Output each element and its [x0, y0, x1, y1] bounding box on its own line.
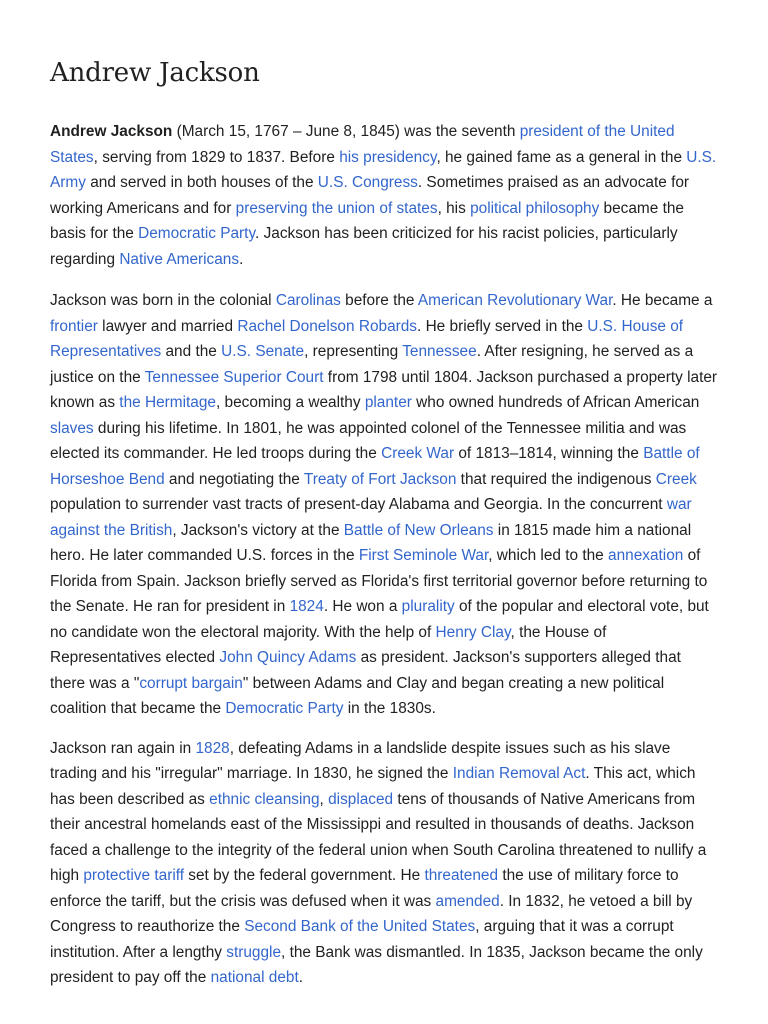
article-link[interactable]: 1824 [289, 598, 324, 615]
article-link[interactable]: Indian Removal Act [452, 765, 586, 782]
article-link[interactable]: U.S. House of Representatives [50, 317, 684, 360]
article-text: Jackson was born in the colonial [50, 292, 276, 309]
article-text: . He briefly served in the [417, 317, 588, 335]
article-text: before the [340, 292, 418, 309]
article-link[interactable]: John Quincy Adams [219, 649, 357, 666]
article-text: became the basis for the [50, 199, 684, 242]
article-text: . After resigning, he served as a justice on the [50, 343, 694, 386]
article-link[interactable]: planter [364, 394, 412, 411]
article-link[interactable]: struggle [226, 943, 282, 961]
article-link[interactable]: the Hermitage [119, 394, 216, 411]
article-text: , serving from 1829 to 1837. Before [93, 148, 340, 166]
article-text: . He won a [323, 598, 402, 615]
article-text: (March 15, 1767 – June 8, 1845) was the seventh [172, 123, 520, 140]
article-text: that required the indigenous [456, 470, 656, 488]
article-link[interactable]: frontier [50, 317, 98, 335]
article-link[interactable]: protective tariff [83, 867, 185, 884]
article-link[interactable]: plurality [401, 598, 455, 615]
article-text: , the Bank was dismantled. In 1835, Jackson became the only president to pay off the [50, 943, 703, 986]
article-link[interactable]: president of the United States [50, 123, 675, 166]
article-link[interactable]: displaced [328, 790, 394, 808]
article-link[interactable]: Carolinas [275, 292, 341, 309]
article-text: , defeating Adams in a landslide despite issues such as his slave trading and his "irregular" marriage. In 1830, he signed the [50, 739, 671, 782]
article-text: , his [437, 199, 471, 217]
article-text: of 1813–1814, winning the [454, 445, 644, 462]
article-link[interactable]: Democratic Party [225, 700, 344, 717]
article-link[interactable]: slaves [50, 419, 94, 437]
article-link[interactable]: his presidency [339, 148, 437, 166]
article-link[interactable]: U.S. Congress [317, 174, 418, 191]
article-text: from 1798 until 1804. Jackson purchased a property later known as [50, 368, 718, 411]
article-paragraph-3 [50, 736, 720, 991]
article-link[interactable]: Native Americans [119, 250, 240, 268]
article-text: during his lifetime. In 1801, he was appointed colonel of the Tennessee militia and was elected its commander. He led troops during the [50, 419, 687, 462]
article-link[interactable]: Treaty of Fort Jackson [303, 470, 457, 488]
article-link[interactable]: political philosophy [470, 199, 600, 217]
article-link[interactable]: war against the British [50, 496, 692, 539]
article-text: , arguing that it was a corrupt institution. After a lengthy [50, 918, 674, 961]
article-text: . This act, which has been described as [50, 765, 696, 808]
page-title: Andrew Jackson [50, 58, 260, 88]
article-link[interactable]: American Revolutionary War [417, 292, 613, 309]
article-link[interactable]: U.S. Army [50, 148, 717, 191]
article-link[interactable]: Creek War [381, 445, 455, 462]
article-link[interactable]: threatened [424, 867, 499, 884]
article-text: lawyer and married [97, 317, 238, 335]
article-link[interactable]: Second Bank of the United States [244, 918, 476, 935]
article-link[interactable]: amended [435, 892, 500, 910]
article-text: , the House of Representatives elected [50, 623, 607, 666]
article-text: set by the federal government. He [184, 867, 425, 884]
article-link[interactable]: Battle of Horseshoe Bend [50, 445, 700, 488]
article-link[interactable]: Tennessee [402, 343, 477, 360]
article-text: in 1815 made him a national hero. He later commanded U.S. forces in the [50, 521, 692, 564]
article-text: the use of military force to enforce the tariff, but the crisis was defused when it was [50, 867, 679, 910]
article-text: , which led to the [488, 547, 609, 564]
article-text: of Florida from Spain. Jackson briefly served as Florida's first territorial governor before returning to the Senate. He ran for president in [50, 547, 708, 615]
article-text: and served in both houses of the [85, 174, 318, 191]
article-link[interactable]: annexation [608, 547, 684, 564]
article-text: . Sometimes praised as an advocate for working Americans and for [50, 174, 690, 217]
article-text: , representing [304, 343, 403, 360]
article-text: as president. Jackson's supporters alleged that there was a " [50, 649, 681, 692]
article-text: , [319, 790, 329, 808]
article-text: . He became a [612, 292, 713, 309]
article-text: tens of thousands of Native Americans from their ancestral homelands east of the Mississippi and resulted in thousands of deaths. Jackson faced a challenge to the integrity of the federal union when South Carolina threatened to nullify a high [50, 790, 707, 884]
article-text: . Jackson has been criticized for his racist policies, particularly regarding [50, 225, 678, 268]
article-text: who owned hundreds of African American [411, 394, 700, 411]
article-paragraph-2 [50, 288, 720, 722]
article-link[interactable]: First Seminole War [358, 547, 489, 564]
article-subject-bold: Andrew Jackson [50, 123, 173, 140]
article-text: " between Adams and Clay and began creating a new political coalition that became the [50, 674, 665, 717]
article-link[interactable]: corrupt bargain [139, 674, 243, 692]
article-text: . [239, 250, 244, 268]
article-link[interactable]: Henry Clay [435, 623, 511, 641]
article [50, 0, 720, 991]
article-text: , becoming a wealthy [215, 394, 365, 411]
article-link[interactable]: preserving the union of states [235, 199, 438, 217]
article-link[interactable]: Tennessee Superior Court [144, 368, 324, 386]
article-text: , he gained fame as a general in the [436, 148, 687, 166]
article-text: . [298, 969, 304, 986]
article-link[interactable]: U.S. Senate [221, 343, 305, 360]
article-link[interactable]: ethnic cleansing [209, 790, 320, 808]
article-text: and negotiating the [164, 470, 304, 488]
article-link[interactable]: national debt [210, 969, 299, 986]
article-link[interactable]: 1828 [195, 739, 230, 757]
article-link[interactable]: Democratic Party [138, 225, 256, 242]
article-link[interactable]: Creek [655, 470, 697, 488]
article-link[interactable]: Rachel Donelson Robards [237, 317, 418, 335]
article-text: and the [161, 343, 222, 360]
article-text: population to surrender vast tracts of present-day Alabama and Georgia. In the concurrent [50, 496, 667, 513]
article-text: . In 1832, he vetoed a bill by Congress to reauthorize the [50, 892, 693, 935]
article-text: of the popular and electoral vote, but no candidate won the electoral majority. With the help of [50, 598, 709, 641]
article-text: in the 1830s. [343, 700, 436, 717]
article-paragraph-1 [50, 119, 720, 272]
article-text: , Jackson's victory at the [172, 521, 344, 539]
article-link[interactable]: Battle of New Orleans [343, 521, 494, 539]
article-text: Jackson ran again in [50, 739, 196, 757]
